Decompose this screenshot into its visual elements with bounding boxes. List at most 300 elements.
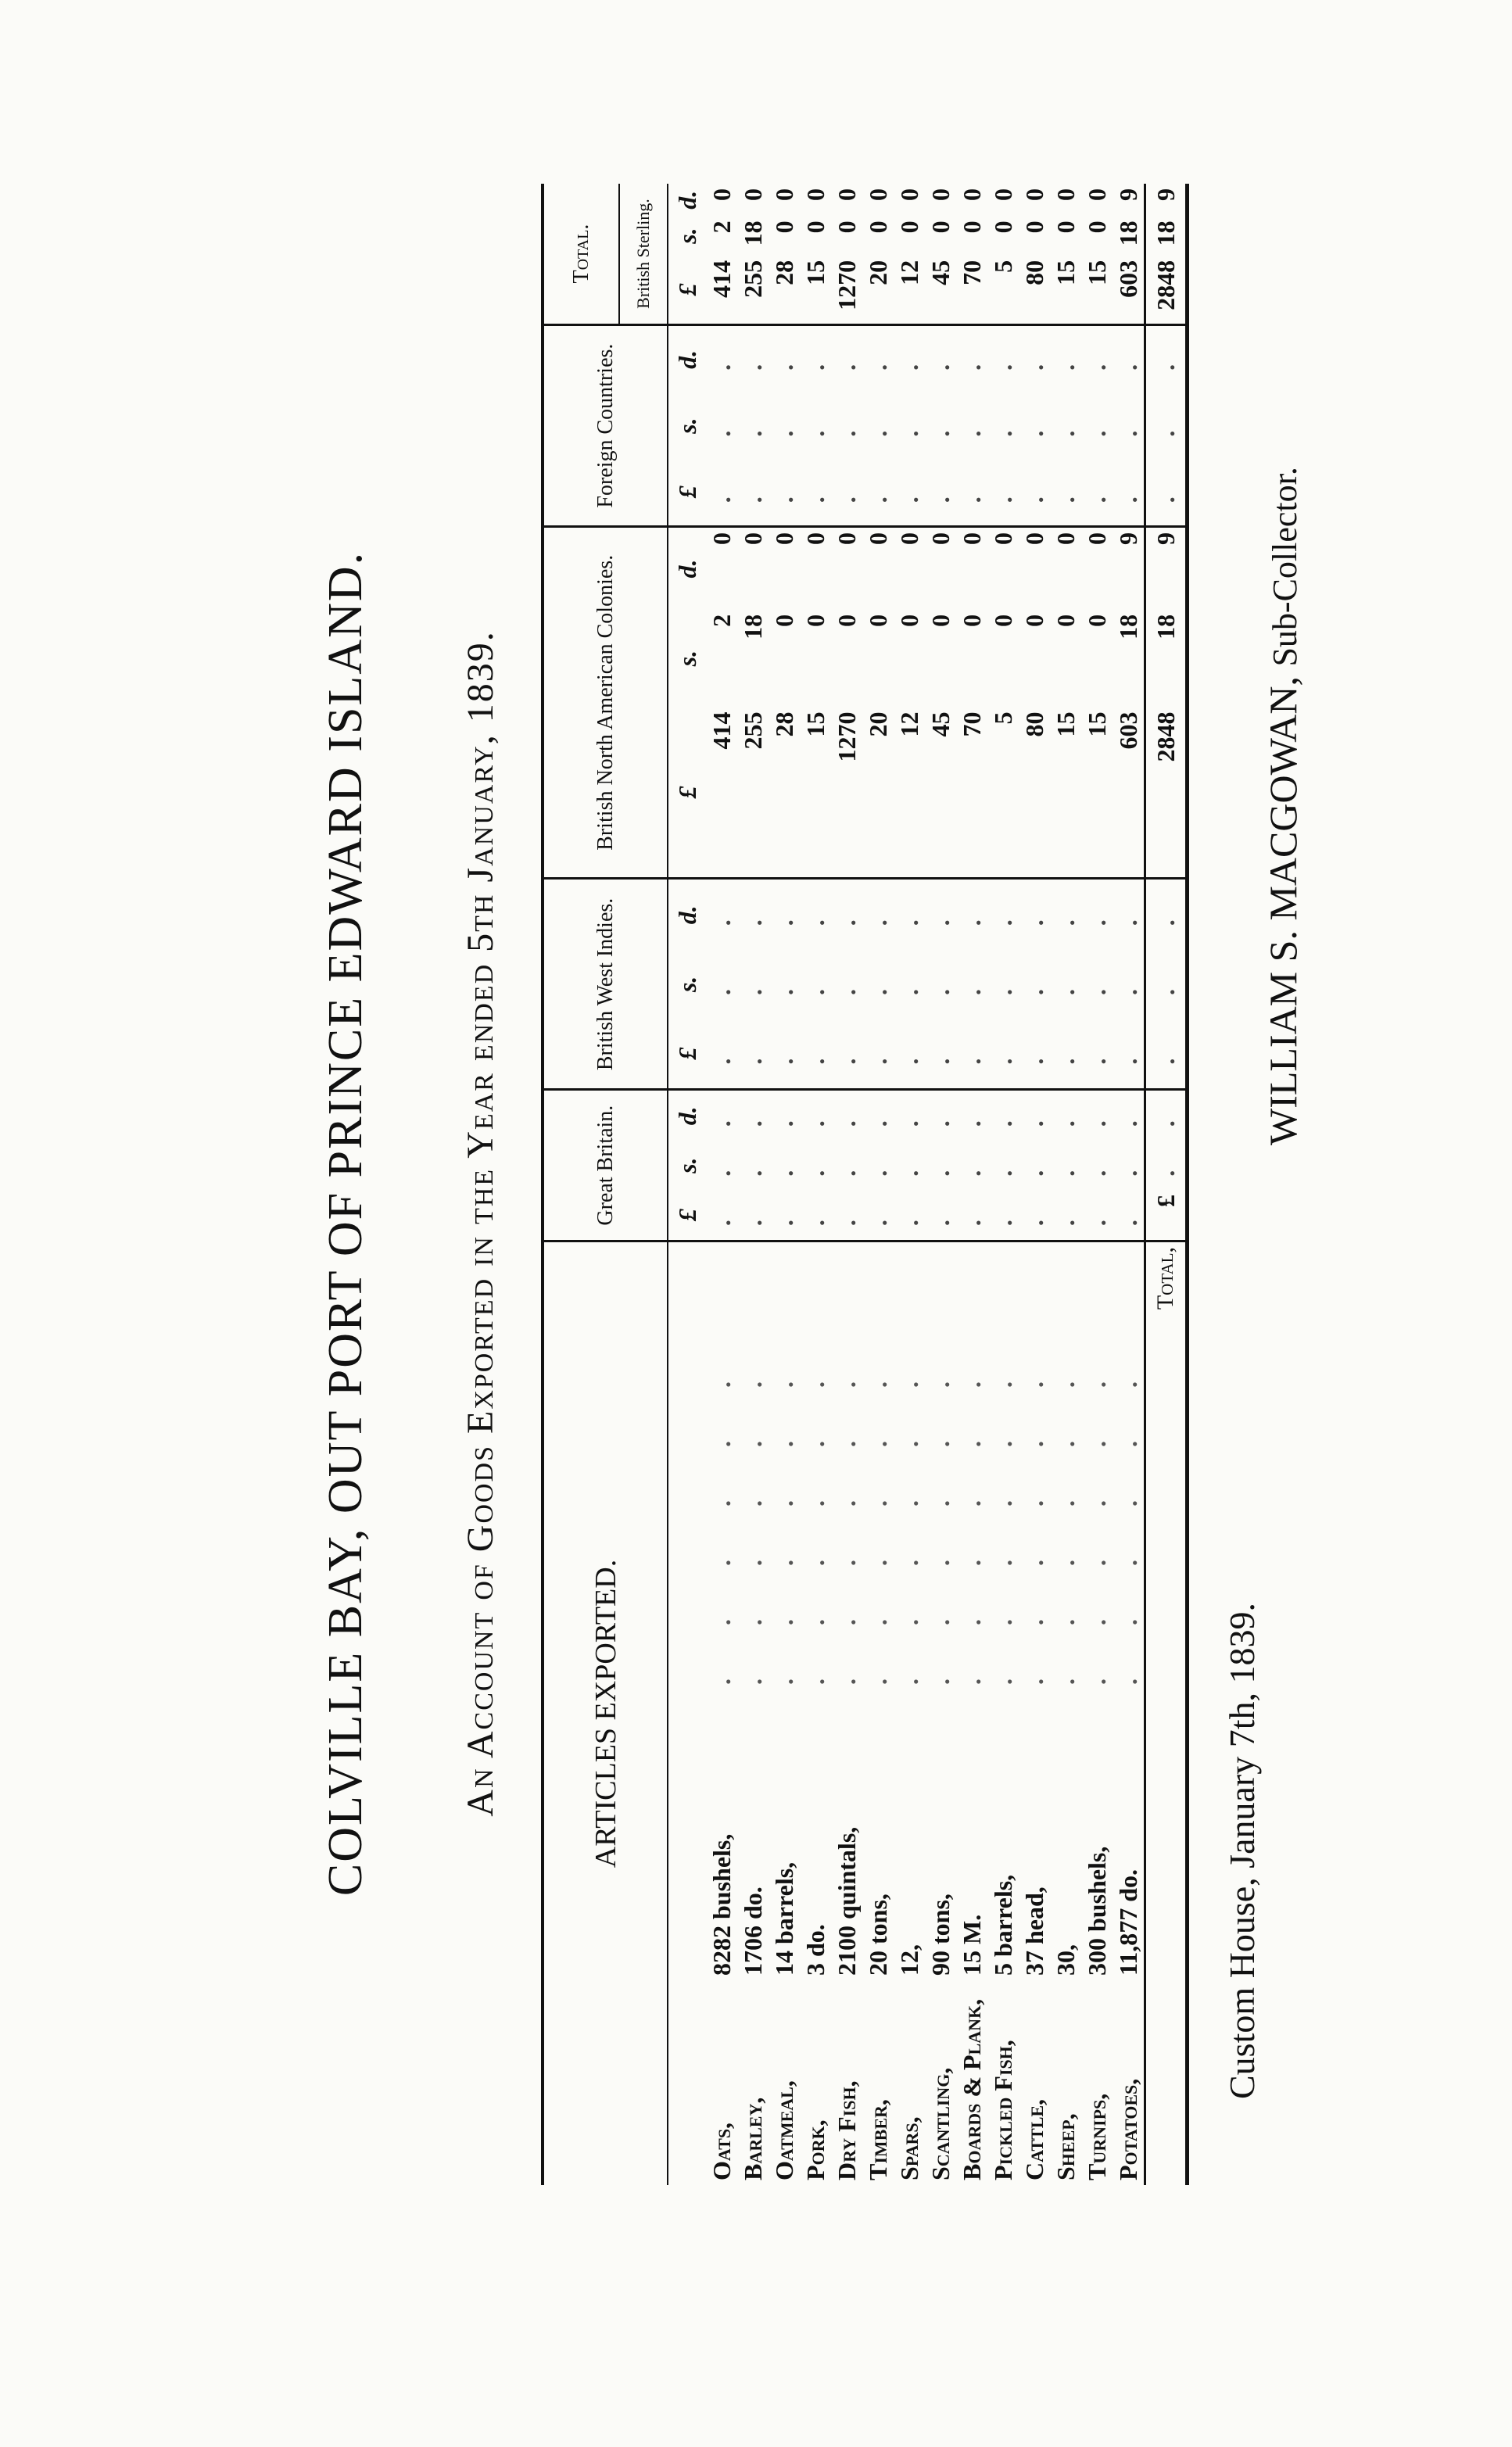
dot-leader: . — [832, 1105, 861, 1127]
table-row — [894, 184, 925, 2185]
dot-leader: . — [1019, 1190, 1050, 1241]
dot-leader: . — [738, 1105, 767, 1127]
dot-leader: . — [894, 414, 923, 437]
bna-pence: 0 — [707, 532, 736, 546]
total-shillings: 0 — [988, 220, 1017, 234]
table-row — [706, 184, 737, 2185]
table-row — [1019, 184, 1050, 2185]
total-shillings: 0 — [832, 220, 861, 234]
dot-leader: . — [769, 1154, 798, 1177]
bna-shillings: 0 — [894, 614, 923, 627]
dot-leader: . — [988, 973, 1017, 995]
dot-leader: . — [1145, 1141, 1188, 1190]
dot-leader: . — [832, 973, 861, 995]
header-british-west-indies: British West Indies. — [543, 879, 668, 1090]
table-row — [987, 184, 1019, 2185]
dot-leader: . — [1051, 904, 1080, 926]
article-name: Sheep, — [1051, 2113, 1080, 2180]
total-pounds: 603 — [1113, 256, 1145, 325]
dot-leader: . — [1051, 973, 1080, 995]
table-row — [800, 184, 831, 2185]
dot-leader: . — [1113, 459, 1145, 527]
dot-leader: . — [769, 1190, 800, 1241]
dot-leader: . — [956, 1019, 987, 1090]
bna-pence: 0 — [863, 532, 892, 546]
dot-leader: . — [987, 1190, 1019, 1241]
article-quantity: 8282 bushels, — [707, 1833, 736, 1976]
dot-leader: . — [1113, 904, 1142, 926]
article-name: Oatmeal, — [769, 2080, 798, 2180]
bna-pence: 0 — [769, 532, 798, 546]
bna-pounds: 20 — [862, 707, 894, 879]
bna-pounds: 12 — [894, 707, 925, 879]
dot-leader: . — [862, 459, 894, 527]
dot-leader: . — [1113, 1190, 1145, 1241]
article-quantity: 11,877 do. — [1113, 1868, 1142, 1976]
dot-leader: . — [894, 904, 923, 926]
dot-leader: . — [1113, 973, 1142, 995]
article-name: Potatoes, — [1113, 2078, 1142, 2180]
bna-pounds: 1270 — [831, 707, 862, 879]
dot-leader: . — [769, 459, 800, 527]
bna-pounds: 28 — [769, 707, 800, 879]
total-pounds: 15 — [1050, 256, 1081, 325]
article-name: Scantling, — [926, 2067, 955, 2180]
bna-pence: 0 — [926, 532, 955, 546]
article-name: Oats, — [707, 2122, 736, 2180]
header-great-britain: Great Britain. — [543, 1090, 668, 1241]
dot-leader: . — [707, 414, 736, 437]
dot-leader: . — [769, 904, 798, 926]
dot-leader: . . . . . . — [1019, 1358, 1048, 1685]
article-quantity: 5 barrels, — [988, 1874, 1017, 1976]
dot-leader: . . . . . . — [957, 1358, 986, 1685]
dot-leader: . — [801, 904, 829, 926]
total-unit: £ — [1145, 1190, 1188, 1241]
total-bna-pence: 9 — [1145, 527, 1188, 610]
bna-pence: 0 — [957, 532, 986, 546]
bna-pounds: 15 — [800, 707, 831, 879]
dot-leader: . — [706, 1190, 737, 1241]
dot-leader: . — [1145, 459, 1188, 527]
total-pence: 0 — [769, 188, 798, 201]
dot-leader: . — [925, 1190, 956, 1241]
unit-pounds: £ — [668, 707, 706, 879]
dot-leader: . . . . . . — [738, 1358, 767, 1685]
total-pence: 0 — [738, 188, 767, 201]
bna-shillings: 0 — [988, 614, 1017, 627]
bna-pence: 0 — [1051, 532, 1080, 546]
total-shillings: 0 — [801, 220, 829, 234]
dot-leader: . — [957, 1154, 986, 1177]
dot-leader: . — [831, 1190, 862, 1241]
unit-pounds: £ — [668, 1190, 706, 1241]
dot-leader: . . . . . . — [769, 1358, 798, 1685]
dot-leader: . — [1082, 904, 1111, 926]
dot-leader: . — [832, 348, 861, 371]
table-row — [1113, 184, 1145, 2185]
dot-leader: . — [1050, 1190, 1081, 1241]
dot-leader: . — [706, 1019, 737, 1090]
dot-leader: . — [957, 1105, 986, 1127]
total-pounds: 28 — [769, 256, 800, 325]
total-pence: 9 — [1113, 188, 1142, 201]
article-name: Barley, — [738, 2097, 767, 2180]
dot-leader: . — [926, 1105, 955, 1127]
dot-leader: . . . . . . — [863, 1358, 892, 1685]
header-total-sterling: British Sterling. — [619, 184, 668, 325]
dot-leader: . — [926, 904, 955, 926]
total-shillings: 18 — [1113, 220, 1142, 246]
total-bna-pounds: 2848 — [1145, 707, 1188, 879]
dot-leader: . — [894, 973, 923, 995]
dot-leader: . — [800, 1190, 831, 1241]
unit-pounds: £ — [668, 459, 706, 527]
unit-pence: d. — [672, 905, 701, 925]
dot-leader: . — [894, 1019, 925, 1090]
dot-leader: . — [957, 348, 986, 371]
dot-leader: . — [1082, 414, 1111, 437]
article-quantity: 12, — [894, 1944, 923, 1976]
article-quantity: 2100 quintals, — [832, 1826, 861, 1976]
dot-leader: . — [1113, 414, 1142, 437]
article-name: Boards & Plank, — [957, 1998, 986, 2180]
dot-leader: . — [1019, 973, 1048, 995]
dot-leader: . . . . . . — [1051, 1358, 1080, 1685]
dot-leader: . — [707, 973, 736, 995]
dot-leader: . — [1081, 1019, 1113, 1090]
bna-shillings: 0 — [801, 614, 829, 627]
total-pounds: 20 — [862, 256, 894, 325]
dot-leader: . — [894, 1105, 923, 1127]
total-pounds: 1270 — [831, 256, 862, 325]
total-pounds: 80 — [1019, 256, 1050, 325]
dot-leader: . — [1081, 1190, 1113, 1241]
bna-pounds: 15 — [1050, 707, 1081, 879]
total-pounds: 15 — [1081, 256, 1113, 325]
dot-leader: . — [738, 414, 767, 437]
dot-leader: . . . . . . — [832, 1358, 861, 1685]
dot-leader: . — [1051, 1154, 1080, 1177]
dot-leader: . — [926, 1154, 955, 1177]
dot-leader: . — [957, 904, 986, 926]
dot-leader: . — [863, 973, 892, 995]
bna-pence: 0 — [801, 532, 829, 546]
bna-pounds: 255 — [737, 707, 769, 879]
article-quantity: 14 barrels, — [769, 1861, 798, 1976]
dot-leader: . — [769, 1105, 798, 1127]
total-shillings: 2 — [707, 220, 736, 234]
dot-leader: . — [1082, 973, 1111, 995]
bna-shillings: 0 — [832, 614, 861, 627]
signatory-name: WILLIAM S. MACGOWAN, — [1261, 676, 1305, 1145]
dot-leader: . — [863, 1154, 892, 1177]
dot-leader: . — [1051, 348, 1080, 371]
bna-shillings: 0 — [863, 614, 892, 627]
unit-shillings: s. — [672, 976, 701, 993]
dot-leader: . . . . . . — [926, 1358, 955, 1685]
dot-leader: . — [706, 459, 737, 527]
dot-leader: . — [769, 973, 798, 995]
dot-leader: . — [1019, 1105, 1048, 1127]
dot-leader: . — [925, 459, 956, 527]
bna-shillings: 0 — [769, 614, 798, 627]
dot-leader: . — [863, 1105, 892, 1127]
total-pence: 0 — [707, 188, 736, 201]
bna-pounds: 45 — [925, 707, 956, 879]
unit-pence: d. — [672, 559, 701, 579]
dot-leader: . . . . . . — [988, 1358, 1017, 1685]
dot-leader: . — [707, 1105, 736, 1127]
unit-pence: d. — [672, 1106, 701, 1126]
bna-pounds: 15 — [1081, 707, 1113, 879]
article-quantity: 15 M. — [957, 1914, 986, 1976]
unit-shillings: s. — [672, 1157, 701, 1173]
header-british-north-american-colonies: British North American Colonies. — [543, 527, 668, 879]
unit-pence: d. — [672, 349, 701, 369]
article-quantity: 20 tons, — [863, 1893, 892, 1976]
header-foreign-countries: Foreign Countries. — [543, 325, 668, 527]
total-pence: 0 — [957, 188, 986, 201]
dot-leader: . — [832, 904, 861, 926]
total-total-pounds: 2848 — [1145, 256, 1188, 325]
unit-shillings: s. — [672, 650, 701, 667]
dot-leader: . — [1051, 414, 1080, 437]
dot-leader: . — [707, 904, 736, 926]
table-row — [737, 184, 769, 2185]
dot-leader: . — [894, 459, 925, 527]
dot-leader: . — [956, 1190, 987, 1241]
page-subtitle: An Account of Goods Exported in the Year ended 5th January, 1839. — [460, 630, 501, 1817]
dot-leader: . — [1145, 1090, 1188, 1141]
table-row — [925, 184, 956, 2185]
dot-leader: . . . . . . — [894, 1358, 923, 1685]
total-pounds: 45 — [925, 256, 956, 325]
total-bna-shillings: 18 — [1145, 610, 1188, 708]
dot-leader: . — [1113, 1105, 1142, 1127]
dot-leader: . — [1019, 459, 1050, 527]
total-pounds: 255 — [737, 256, 769, 325]
dot-leader: . — [1082, 1105, 1111, 1127]
article-name: Pork, — [801, 2119, 829, 2180]
dot-leader: . — [800, 1019, 831, 1090]
unit-pence: d. — [672, 190, 701, 210]
bna-pence: 0 — [1019, 532, 1048, 546]
article-name: Dry Fish, — [832, 2080, 861, 2180]
total-pence: 0 — [926, 188, 955, 201]
dot-leader: . . . . . . — [801, 1358, 829, 1685]
dot-leader: . — [738, 1154, 767, 1177]
total-pounds: 12 — [894, 256, 925, 325]
unit-shillings: s. — [672, 417, 701, 434]
bna-pounds: 70 — [956, 707, 987, 879]
dot-leader: . — [987, 459, 1019, 527]
total-total-shillings: 18 — [1145, 216, 1188, 255]
article-quantity: 1706 do. — [738, 1886, 767, 1976]
dot-leader: . — [956, 459, 987, 527]
dot-leader: . — [862, 1019, 894, 1090]
dot-leader: . — [801, 348, 829, 371]
dot-leader: . — [801, 973, 829, 995]
dot-leader: . — [1081, 459, 1113, 527]
total-pence: 0 — [988, 188, 1017, 201]
dot-leader: . — [737, 1019, 769, 1090]
dot-leader: . — [1082, 348, 1111, 371]
header-articles: ARTICLES EXPORTED. — [543, 1241, 668, 2186]
dot-leader: . — [863, 348, 892, 371]
total-shillings: 18 — [738, 220, 767, 246]
bna-shillings: 2 — [707, 614, 736, 627]
dot-leader: . — [738, 973, 767, 995]
signature-block — [1260, 467, 1306, 1145]
total-label: Total, — [1145, 1241, 1188, 2186]
total-pence: 0 — [894, 188, 923, 201]
dot-leader: . — [1145, 879, 1188, 950]
rotated-document-content — [170, 90, 1342, 2357]
total-pence: 0 — [1019, 188, 1048, 201]
table-row — [769, 184, 800, 2185]
total-shillings: 0 — [863, 220, 892, 234]
bna-pounds: 603 — [1113, 707, 1145, 879]
dot-leader: . — [894, 1190, 925, 1241]
unit-pounds: £ — [668, 1019, 706, 1090]
place-and-date: Custom House, January 7th, 1839. — [1222, 1602, 1262, 2099]
total-pounds: 70 — [956, 256, 987, 325]
article-name: Turnips, — [1082, 2093, 1111, 2180]
dot-leader: . . . . . . — [1082, 1358, 1111, 1685]
dot-leader: . — [988, 904, 1017, 926]
dot-leader: . — [738, 348, 767, 371]
header-total: Total. — [543, 184, 619, 325]
total-pounds: 15 — [800, 256, 831, 325]
dot-leader: . — [1019, 1154, 1048, 1177]
bna-shillings: 0 — [926, 614, 955, 627]
bna-pounds: 5 — [987, 707, 1019, 879]
dot-leader: . — [926, 348, 955, 371]
dot-leader: . — [831, 1019, 862, 1090]
dot-leader: . — [925, 1019, 956, 1090]
dot-leader: . — [1050, 1019, 1081, 1090]
dot-leader: . — [801, 1154, 829, 1177]
dot-leader: . — [987, 1019, 1019, 1090]
table-row — [1050, 184, 1081, 2185]
dot-leader: . . . . . . — [1113, 1358, 1142, 1685]
bna-shillings: 0 — [957, 614, 986, 627]
total-shillings: 0 — [1082, 220, 1111, 234]
bna-pounds: 414 — [706, 707, 737, 879]
article-name: Timber, — [863, 2099, 892, 2180]
dot-leader: . — [957, 414, 986, 437]
article-name: Cattle, — [1019, 2098, 1048, 2180]
dot-leader: . — [863, 904, 892, 926]
article-quantity: 30, — [1051, 1944, 1080, 1976]
article-quantity: 90 tons, — [926, 1893, 955, 1976]
dot-leader: . — [926, 414, 955, 437]
page-title: COLVILLE BAY, OUT PORT OF PRINCE EDWARD ISLAND. — [319, 550, 372, 1897]
table-row — [1081, 184, 1113, 2185]
bna-pounds: 80 — [1019, 707, 1050, 879]
exports-table — [541, 184, 1189, 2185]
bna-pence: 0 — [988, 532, 1017, 546]
total-pence: 0 — [1051, 188, 1080, 201]
dot-leader: . . . . . . — [707, 1358, 736, 1685]
dot-leader: . — [988, 1154, 1017, 1177]
dot-leader: . — [894, 348, 923, 371]
dot-leader: . — [769, 1019, 800, 1090]
table-row — [862, 184, 894, 2185]
dot-leader: . — [988, 414, 1017, 437]
dot-leader: . — [1019, 904, 1048, 926]
total-pounds: 414 — [706, 256, 737, 325]
dot-leader: . — [769, 414, 798, 437]
dot-leader: . — [1145, 393, 1188, 459]
dot-leader: . — [1019, 348, 1048, 371]
total-pence: 0 — [1082, 188, 1111, 201]
dot-leader: . — [863, 414, 892, 437]
dot-leader: . — [1082, 1154, 1111, 1177]
bna-shillings: 0 — [1051, 614, 1080, 627]
article-quantity: 37 head, — [1019, 1886, 1048, 1976]
total-pence: 0 — [832, 188, 861, 201]
dot-leader: . — [1019, 1019, 1050, 1090]
bna-shillings: 0 — [1082, 614, 1111, 627]
dot-leader: . — [1050, 459, 1081, 527]
bna-pence: 0 — [738, 532, 767, 546]
dot-leader: . — [1113, 1154, 1142, 1177]
dot-leader: . — [1113, 348, 1142, 371]
bna-shillings: 18 — [1113, 614, 1142, 640]
total-shillings: 0 — [957, 220, 986, 234]
total-pence: 0 — [801, 188, 829, 201]
total-shillings: 0 — [769, 220, 798, 234]
total-pence: 0 — [863, 188, 892, 201]
total-shillings: 0 — [926, 220, 955, 234]
dot-leader: . — [707, 1154, 736, 1177]
total-row — [1145, 184, 1188, 2185]
dot-leader: . — [801, 1105, 829, 1127]
signatory-title: Sub-Collector. — [1266, 467, 1304, 667]
table-row — [831, 184, 862, 2185]
article-quantity: 3 do. — [801, 1924, 829, 1976]
article-name: Pickled Fish, — [988, 2040, 1017, 2180]
dot-leader: . — [1051, 1105, 1080, 1127]
total-shillings: 0 — [1019, 220, 1048, 234]
total-shillings: 0 — [1051, 220, 1080, 234]
dot-leader: . — [707, 348, 736, 371]
bna-shillings: 18 — [738, 614, 767, 640]
bna-pence: 0 — [1082, 532, 1111, 546]
dot-leader: . — [800, 459, 831, 527]
dot-leader: . — [1113, 1019, 1145, 1090]
dot-leader: . — [832, 414, 861, 437]
dot-leader: . — [1145, 950, 1188, 1019]
bna-pence: 0 — [832, 532, 861, 546]
dot-leader: . — [894, 1154, 923, 1177]
dot-leader: . — [738, 904, 767, 926]
dot-leader: . — [831, 459, 862, 527]
dot-leader: . — [832, 1154, 861, 1177]
dot-leader: . — [801, 414, 829, 437]
bna-pence: 9 — [1113, 532, 1142, 546]
dot-leader: . — [988, 348, 1017, 371]
dot-leader: . — [1145, 1019, 1188, 1090]
units-row — [668, 184, 706, 2185]
article-name: Spars, — [894, 2116, 923, 2180]
dot-leader: . — [988, 1105, 1017, 1127]
table-row — [956, 184, 987, 2185]
bna-pence: 0 — [894, 532, 923, 546]
dot-leader: . — [737, 459, 769, 527]
